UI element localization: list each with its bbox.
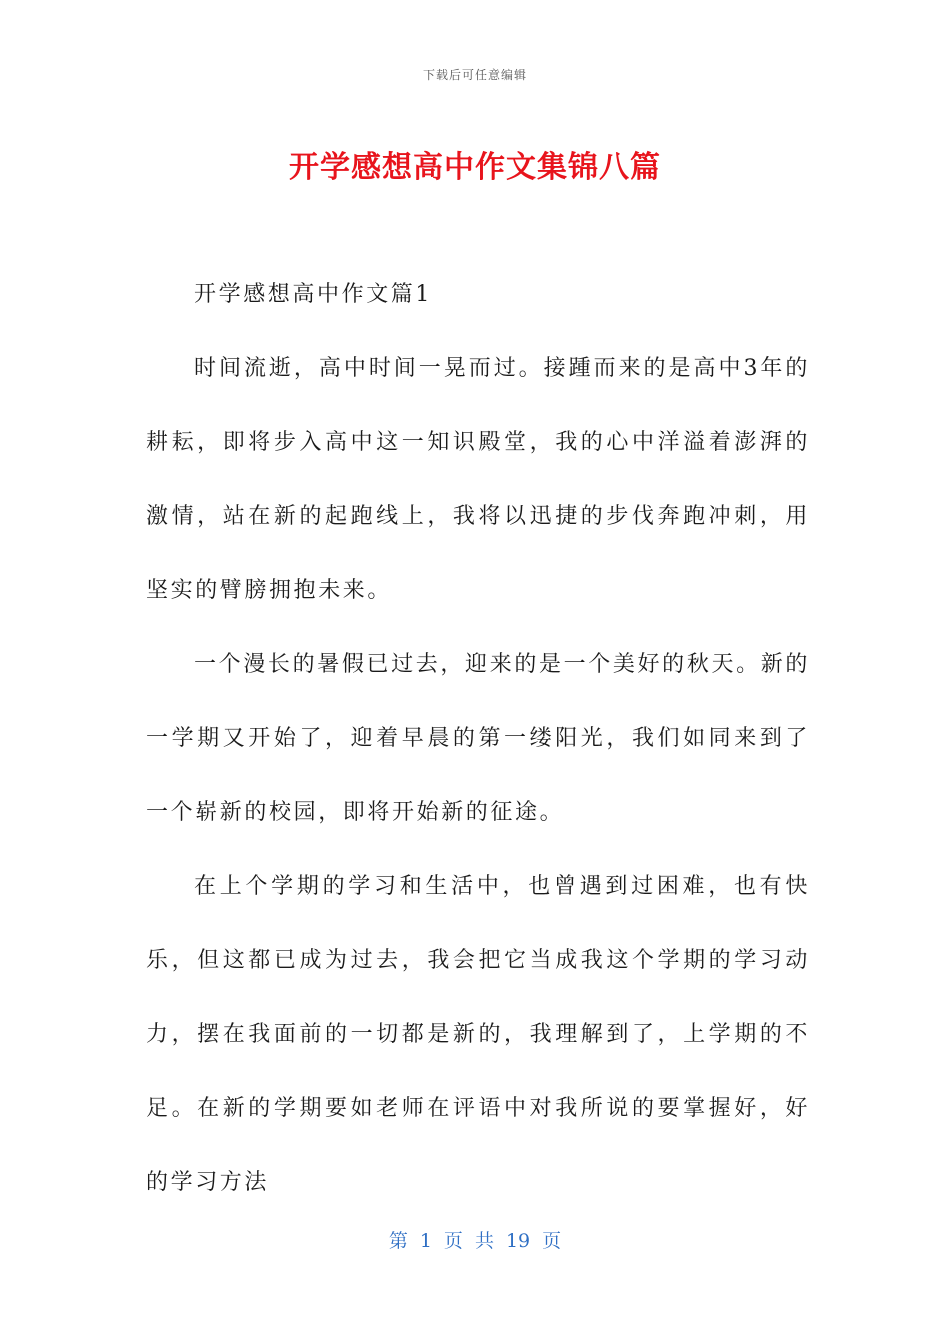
document-title: 开学感想高中作文集锦八篇	[289, 150, 661, 185]
paragraph: 时间流逝，高中时间一晃而过。接踵而来的是高中3年的耕耘，即将步入高中这一知识殿堂，我的心中洋溢着澎湃的激情，站在新的起跑线上，我将以迅捷的步伐奔跑冲刺，用坚实的臂膀拥抱未来。	[146, 356, 810, 603]
current-page-number: 1	[419, 1230, 432, 1252]
header-note: 下载后可任意编辑	[422, 68, 527, 82]
footer-middle: 页 共	[443, 1230, 494, 1252]
section-heading: 开学感想高中作文篇1	[194, 282, 432, 307]
paragraph-list	[146, 332, 810, 1220]
footer-prefix: 第	[388, 1230, 408, 1252]
paragraph: 一个漫长的暑假已过去，迎来的是一个美好的秋天。新的一学期又开始了，迎着早晨的第一缕阳光，我们如同来到了一个崭新的校园，即将开始新的征途。	[146, 652, 810, 825]
paragraph: 在上个学期的学习和生活中，也曾遇到过困难，也有快乐，但这都已成为过去，我会把它当成我这个学期的学习动力，摆在我面前的一切都是新的，我理解到了，上学期的不足。在新的学期要如老师在评语中对我所说的要掌握好，好的学习方法	[146, 874, 810, 1195]
page-number-footer	[0, 1226, 950, 1253]
footer-suffix: 页	[542, 1230, 562, 1252]
total-pages-number: 19	[505, 1230, 531, 1252]
